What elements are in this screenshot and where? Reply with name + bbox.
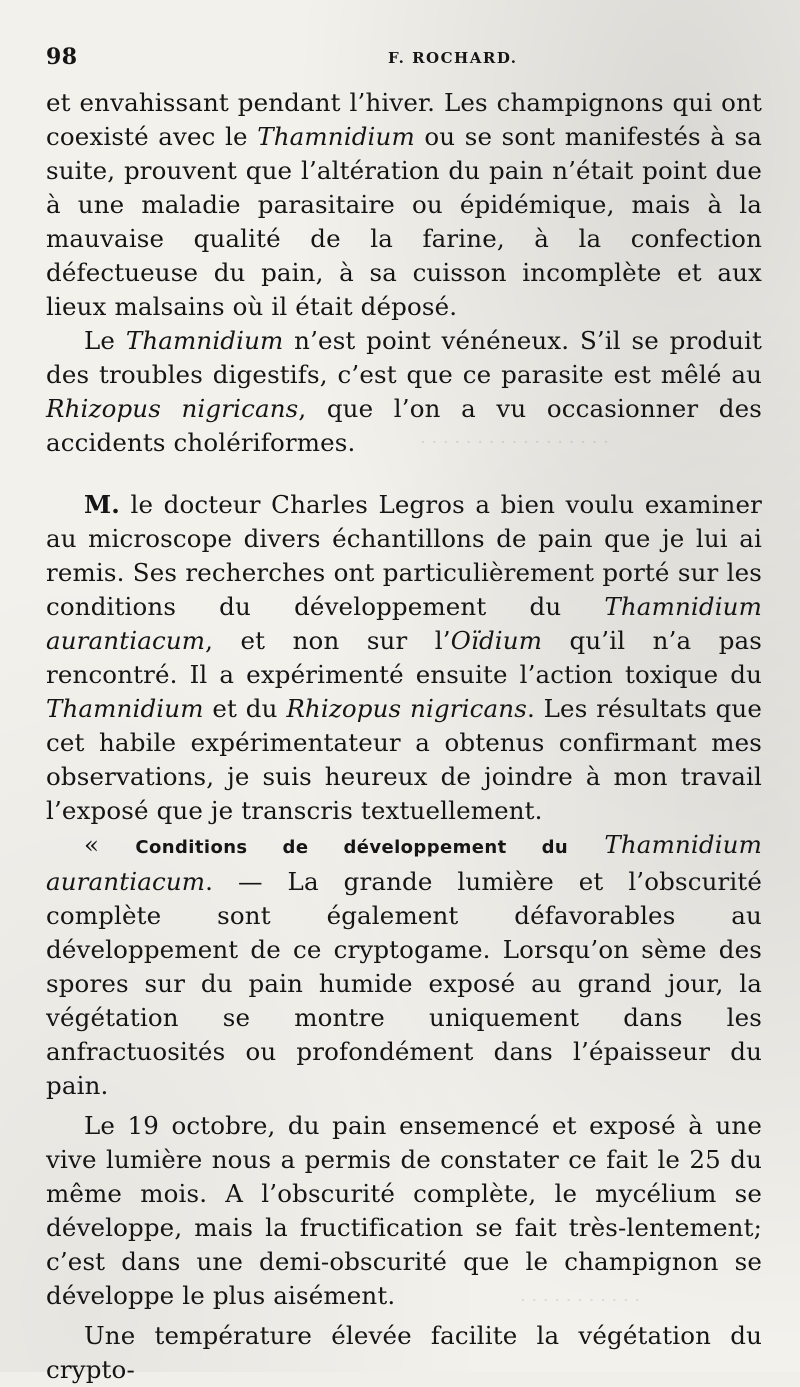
text-run: , et non sur l’ [205,626,451,655]
italic-term: Thamnidium [257,122,415,151]
text-run: Une température élevée facilite la végétation du crypto- [46,1321,762,1384]
paragraph [46,324,762,460]
paragraph [46,1319,762,1387]
bleed-through-mark: · · · · · · · · · · · [520,1290,641,1311]
italic-term: Rhizopus nigricans [286,694,527,723]
text-run: n’est point vénéneux. S’il se produit des troubles digestifs, c’est que ce parasite est mêlé au [46,326,762,389]
italic-term: Thamnidium aurantiacum [46,592,762,655]
paragraph [46,488,762,828]
section-heading: Conditions de développement du [135,837,569,858]
text-run: ou se sont manifestés à sa suite, prouvent que l’altération du pain n’était point due à une maladie parasitaire ou épidémique, mais à la mauvaise qualité de la farine, à la confection défectueuse du pain, à sa cuisson incomplète et aux lieux malsains où il était déposé. [46,122,762,321]
text-run: . — La grande lumière et l’obscurité complète sont également défavorables au développement de ce cryptogame. Lorsqu’on sème des spores sur du pain humide exposé au grand jour, la végétation se montre uniquement dans les anfractuosités ou profondément dans l’épaisseur du pain. [46,867,762,1100]
body-text-continued [46,488,762,1387]
bold-text: M. [84,490,120,519]
italic-term: Rhizopus nigricans [46,394,299,423]
text-run: Le [84,326,126,355]
paragraph [46,1109,762,1313]
paragraph [46,86,762,324]
text-run: et du [203,694,287,723]
page-header [46,44,746,76]
text-run [568,830,604,859]
text-run: , que l’on a vu occasionner des accidents cholériformes. [46,394,762,457]
text-run: et envahissant pendant l’hiver. Les champignons qui ont coexisté avec le [46,88,762,151]
paragraph [46,828,762,1103]
text-run: le docteur Charles Legros a bien voulu examiner au microscope divers échantillons de pain que je lui ai remis. Ses recherches ont particulièrement porté sur les conditions du développement du [46,490,762,621]
text-run: « [84,830,136,859]
italic-term: Oïdium [450,626,543,655]
body-text [46,86,762,460]
text-run: qu’il n’a pas rencontré. Il a expérimenté ensuite l’action toxique du [46,626,763,689]
running-head: F. ROCHARD. [388,49,518,67]
italic-term: Thamnidium [46,694,204,723]
italic-term: Thamnidium aurantiacum [46,830,762,896]
bleed-through-mark: · · · · · · · · · · · · · · · · · [420,432,609,453]
italic-term: Thamnidium [125,326,284,355]
page-number: 98 [46,44,78,70]
text-run: Le 19 octobre, du pain ensemencé et exposé à une vive lumière nous a permis de constater ce fait le 25 du même mois. A l’obscurité complète, le mycélium se développe, mais la fructification se fait très-lentement; c’est dans une demi-obscurité que le champignon se développe le plus aisément. [46,1111,762,1310]
text-run: . Les résultats que cet habile expérimentateur a obtenus confirmant mes observations, je suis heureux de joindre à mon travail l’exposé que je transcris textuellement. [46,694,762,825]
